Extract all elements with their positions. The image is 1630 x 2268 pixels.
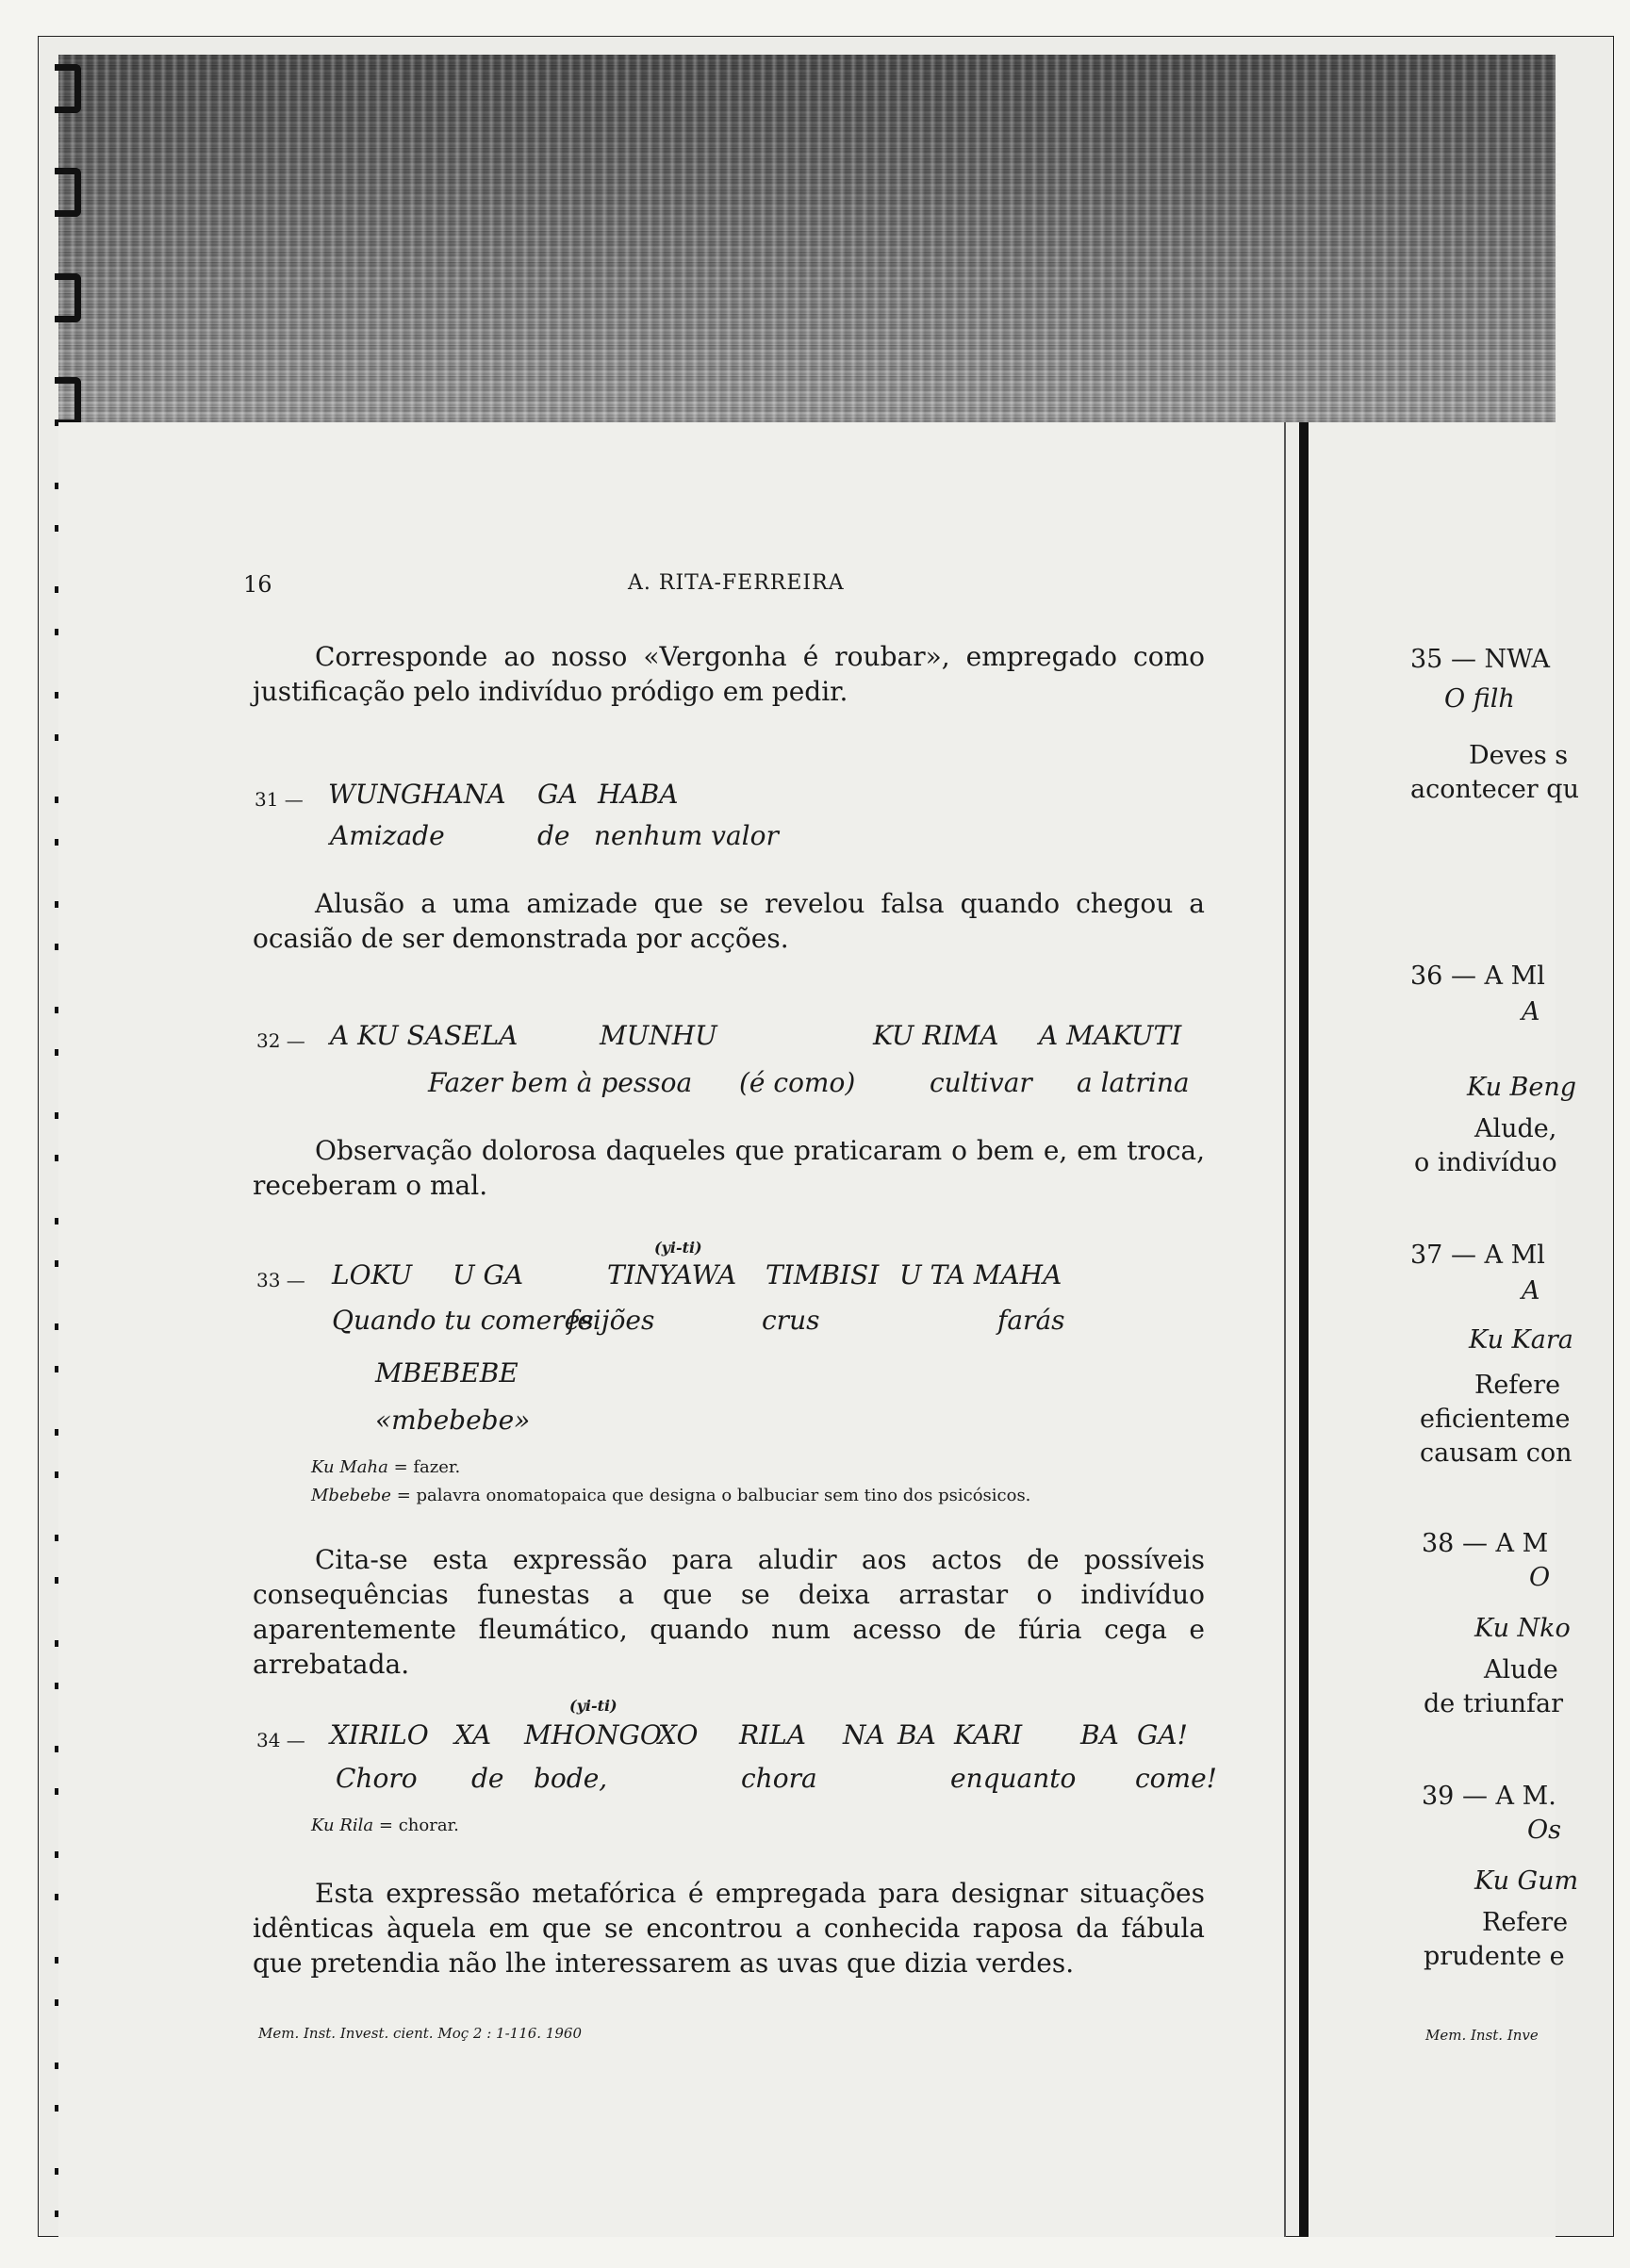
proverb-word: WUNGHANA: [328, 779, 506, 810]
gloss-word: nenhum valor: [594, 820, 779, 851]
entry-number: 34 —: [256, 1729, 305, 1751]
right-line: de triunfar: [1424, 1689, 1564, 1718]
proverb-word: LOKU: [332, 1259, 413, 1290]
entry-number: 31 —: [255, 788, 304, 811]
intro-paragraph: Corresponde ao nosso «Vergonha é roubar», empregado como justificação pelo indivíduo pródigo em pedir.: [253, 641, 1205, 707]
right-line: Alude,: [1474, 1114, 1557, 1143]
right-line: O filh: [1444, 684, 1515, 714]
right-line: eficienteme: [1420, 1405, 1571, 1434]
entry-number: 33 —: [256, 1269, 305, 1291]
right-entry-number: 36 — A Ml: [1410, 961, 1545, 991]
proverb-word: NA: [843, 1719, 885, 1750]
right-line: Ku Nko: [1474, 1614, 1571, 1643]
right-line: Ku Gum: [1474, 1866, 1579, 1896]
proverb-word: U GA: [453, 1259, 524, 1290]
gloss-word: Choro: [336, 1763, 418, 1794]
proverb-word: XO: [658, 1719, 699, 1750]
proverb-word: KARI: [954, 1719, 1023, 1750]
proverb-word: MHONGO: [524, 1719, 662, 1750]
proverb-word: KU RIMA: [873, 1020, 999, 1051]
proverb-word: RILA: [739, 1719, 806, 1750]
running-title: A. RITA-FERREIRA: [628, 571, 845, 595]
proverb-word: BA: [1080, 1719, 1119, 1750]
right-line: A: [1522, 997, 1540, 1027]
gloss-word: Quando tu comeres: [332, 1305, 594, 1336]
gloss-word: farás: [997, 1305, 1065, 1336]
page-gutter: [1299, 422, 1309, 2237]
journal-footer: Mem. Inst. Invest. cient. Moç 2 : 1-116. 1960: [258, 2025, 582, 2042]
proverb-word: U TA MAHA: [899, 1259, 1062, 1290]
footnote-ku-maha: Ku Maha = fazer.: [311, 1457, 461, 1477]
gloss-word: bode,: [534, 1763, 608, 1794]
proverb-word: GA!: [1137, 1719, 1188, 1750]
entry-explanation: Alusão a uma amizade que se revelou falsa quando chegou a ocasião de ser demonstrada por acções.: [253, 888, 1205, 954]
right-line: Refere: [1474, 1371, 1561, 1400]
proverb-word: MUNHU: [600, 1020, 717, 1051]
footnote-ku-rila: Ku Rila = chorar.: [311, 1816, 459, 1835]
right-line: O: [1529, 1563, 1551, 1592]
right-line: prudente e: [1424, 1942, 1565, 1971]
binding-ring: [55, 377, 81, 426]
right-entry-number: 39 — A M.: [1422, 1782, 1556, 1811]
proverb-word: BA: [897, 1719, 936, 1750]
right-line: Alude: [1484, 1655, 1558, 1685]
right-entry-number: 38 — A M: [1422, 1529, 1549, 1558]
right-line: Deves s: [1469, 741, 1569, 770]
proverb-word: A MAKUTI: [1039, 1020, 1182, 1051]
gloss-word: feijões: [568, 1305, 655, 1336]
right-entry-number: 37 — A Ml: [1410, 1241, 1545, 1270]
right-line: Os: [1527, 1816, 1561, 1845]
gloss-word: Amizade: [330, 820, 445, 851]
footnote-mbebebe: Mbebebe = palavra onomatopaica que designa o balbuciar sem tino dos psicósicos.: [311, 1486, 1031, 1505]
gloss-word: come!: [1135, 1763, 1217, 1794]
proverb-word: GA: [537, 779, 578, 810]
right-line: Ku Kara: [1469, 1325, 1573, 1355]
binding-ring: [55, 273, 81, 322]
right-line: Refere: [1482, 1908, 1569, 1937]
proverb-word: HABA: [598, 779, 679, 810]
page-number: 16: [243, 571, 272, 598]
right-line: A: [1522, 1276, 1540, 1306]
proverb-word: XIRILO: [330, 1719, 429, 1750]
proverb-word: TINYAWA: [607, 1259, 737, 1290]
gloss-word: de: [537, 820, 570, 851]
gloss-word: Fazer bem à pessoa: [428, 1067, 693, 1098]
binding-ring: [55, 64, 81, 113]
entry-explanation: Observação dolorosa daqueles que praticaram o bem e, em troca, receberam o mal.: [253, 1135, 1205, 1201]
binding-ring: [55, 168, 81, 217]
gloss-word: chora: [741, 1763, 817, 1794]
entry-number: 32 —: [256, 1029, 305, 1052]
scan-artifact-band: [58, 55, 1556, 422]
entry-explanation: Esta expressão metafórica é empregada para designar situações idênticas àquela em que se encontrou a conhecida raposa da fábula que pretendia não lhe interessarem as uvas que dizia verdes.: [253, 1878, 1205, 1979]
right-line: causam con: [1420, 1438, 1572, 1468]
class-note: (yi-ti): [569, 1697, 617, 1715]
gloss-word: de: [471, 1763, 504, 1794]
proverb-word: XA: [454, 1719, 492, 1750]
gloss-word: enquanto: [950, 1763, 1077, 1794]
gloss-word: cultivar: [930, 1067, 1032, 1098]
right-footer: Mem. Inst. Inve: [1425, 2027, 1539, 2044]
right-line: acontecer qu: [1410, 775, 1579, 804]
right-line: Ku Beng: [1467, 1073, 1577, 1102]
proverb-word: MBEBEBE: [375, 1357, 519, 1389]
proverb-word: A KU SASELA: [330, 1020, 519, 1051]
proverb-word: TIMBISI: [766, 1259, 880, 1290]
gloss-word: «mbebebe»: [375, 1405, 531, 1436]
entry-explanation: Cita-se esta expressão para aludir aos actos de possíveis consequências funestas a que se deixa arrastar o indivíduo aparentemente fleumático, quando num acesso de fúria cega e arrebatada.: [253, 1544, 1205, 1680]
right-entry-number: 35 — NWA: [1410, 645, 1551, 674]
gloss-word: a latrina: [1077, 1067, 1190, 1098]
right-line: o indivíduo: [1414, 1148, 1557, 1177]
gloss-word: crus: [762, 1305, 820, 1336]
class-note: (yi-ti): [654, 1239, 702, 1257]
gloss-word: (é como): [739, 1067, 856, 1098]
